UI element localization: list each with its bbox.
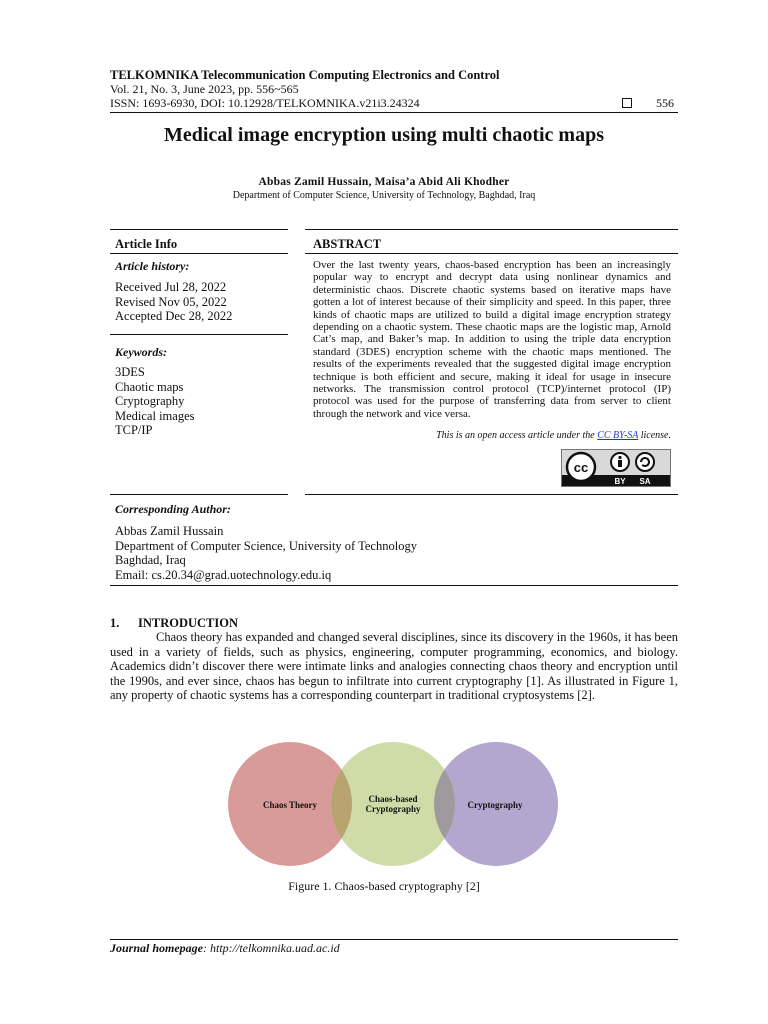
license-suffix: license.	[638, 430, 671, 441]
keywords-heading: Keywords:	[115, 345, 167, 359]
journal-homepage	[110, 941, 340, 956]
venn-middle-label-1: Chaos-based	[368, 794, 418, 804]
cc-icon: cc	[573, 460, 589, 475]
keyword: TCP/IP	[115, 423, 153, 437]
issn-doi: ISSN: 1693-6930, DOI: 10.12928/TELKOMNIKA.v21i3.24324	[110, 96, 420, 110]
venn-middle-label-2: Cryptography	[365, 804, 421, 814]
by-label: BY	[614, 477, 626, 486]
article-info-heading: Article Info	[115, 237, 178, 251]
abstract-heading: ABSTRACT	[313, 237, 382, 251]
author-department: Department of Computer Science, University of Technology	[115, 538, 417, 553]
abstract-text: Over the last twenty years, chaos-based encryption has been an increasingly popular way to encrypt and decrypt data using nonlinear dynamics and deterministic chaos. Discrete chaotic systems based on iterative maps have gotten a lot of interest because of their simplicity and speed. In this paper, three kinds of chaotic maps are utilized to build a digital image encryption strategy depending on a chaotic system. These chaotic maps are the logistic map, Arnold Cat’s map, and Baker’s map. In addition to using the triple data encryption standard (3DES) encryption scheme with the chaotic maps mentioned. The results of the experiments revealed that the suggested digital image encryption technique is both efficient and secure, making it ideal for usage in insecure networks. The transmission control protocol (TCP)/internet protocol (IP) protocol was used for the purpose of transferring data from server to client through the network and vice versa.	[313, 259, 671, 420]
revised-date: Revised Nov 05, 2022	[115, 294, 227, 309]
venn-left-label: Chaos Theory	[262, 800, 318, 810]
article-history-list	[115, 280, 232, 324]
intro-text: Chaos theory has expanded and changed several disciplines, since its discovery in the 1960s, it has been used in a variety of fields, such as physics, engineering, computer programming, economics, and biology. Academics didn’t discover there were intimate links and analogies connecting chaos theory and encryption until the 1990s, and ever since, chaos has begun to infiltrate into current cryptography [1]. As illustrated in Figure 1, any property of chaotic systems has a corresponding counterpart in traditional cryptosystems [2].	[110, 630, 678, 703]
keyword: Chaotic maps	[115, 379, 184, 394]
received-date: Received Jul 28, 2022	[115, 280, 227, 294]
homepage-url[interactable]: : http://telkomnika.uad.ac.id	[203, 941, 340, 955]
intro-heading: INTRODUCTION	[138, 616, 239, 630]
header-rule	[110, 112, 678, 113]
keyword: Medical images	[115, 408, 195, 423]
paper-title: Medical image encryption using multi chaotic maps	[164, 124, 604, 146]
figure-caption: Figure 1. Chaos-based cryptography [2]	[288, 879, 480, 893]
sa-label: SA	[639, 477, 651, 486]
abstract-top-rule	[305, 229, 678, 230]
keywords-list	[115, 365, 195, 438]
article-info-top-rule	[110, 229, 288, 230]
journal-name: TELKOMNIKA Telecommunication Computing Electronics and Control	[110, 68, 500, 82]
corresponding-heading: Corresponding Author:	[115, 502, 231, 516]
cc-by-sa-badge[interactable]	[561, 449, 671, 487]
keyword: Cryptography	[115, 394, 185, 408]
article-info-rule	[110, 253, 288, 254]
corresponding-details	[115, 524, 417, 582]
cc-by-sa-link[interactable]: CC BY-SA	[597, 430, 639, 441]
authors: Abbas Zamil Hussain, Maisa’a Abid Ali Khodher	[258, 176, 510, 188]
abstract-rule	[305, 253, 678, 254]
square-bullet-icon	[622, 98, 632, 108]
author-city: Baghdad, Iraq	[115, 553, 186, 567]
keyword: 3DES	[115, 365, 145, 379]
abstract-bottom-rule	[305, 494, 678, 495]
homepage-label: Journal homepage	[110, 941, 204, 955]
affiliation: Department of Computer Science, University of Technology, Baghdad, Iraq	[232, 190, 536, 201]
keywords-rule	[110, 334, 288, 335]
intro-number: 1.	[110, 616, 120, 630]
corresponding-rule	[110, 585, 678, 586]
footer-rule	[110, 939, 678, 940]
article-info-bottom-rule	[110, 494, 288, 495]
cc-badge-graphic	[562, 450, 670, 486]
author-email: Email: cs.20.34@grad.uotechnology.edu.iq	[115, 567, 332, 582]
venn-figure	[228, 742, 560, 867]
author-name: Abbas Zamil Hussain	[115, 524, 224, 538]
license-prefix: This is an open access article under the	[436, 430, 598, 441]
accepted-date: Accepted Dec 28, 2022	[115, 309, 233, 323]
venn-right-label: Cryptography	[467, 800, 523, 810]
intro-paragraph	[110, 630, 678, 703]
license-note	[313, 430, 671, 441]
volume-info: Vol. 21, No. 3, June 2023, pp. 556~565	[110, 82, 299, 96]
page-number: 556	[656, 96, 674, 110]
person-icon	[618, 456, 621, 459]
article-history-heading: Article history:	[115, 259, 190, 273]
